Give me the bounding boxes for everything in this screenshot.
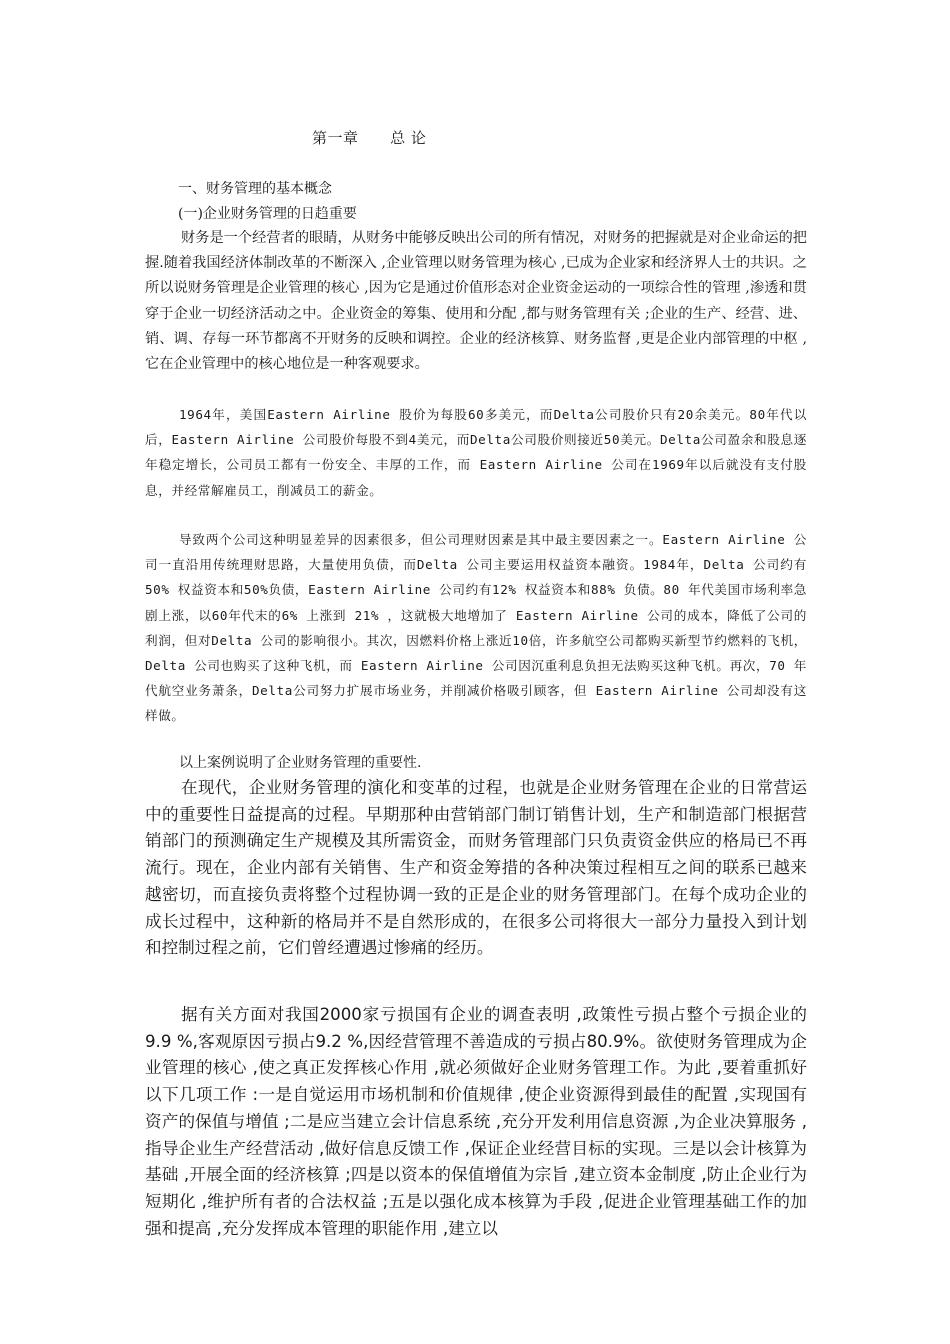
- section-heading: 一、财务管理的基本概念: [178, 181, 332, 197]
- paragraph-finance-role: 财务是一个经营者的眼睛，从财务中能够反映出公司的所有情况，对财务的把握就是对企业命运的把握.随着我国经济体制改革的不断深入 ,企业管理以财务管理为核心 ,已成为企业家和经济界人士的共识。之所以说财务管理是企业管理的核心 ,因为它是通过价值形态对企业资金运动的一项综合性的管理 ,渗透和贯穿于企业一切经济活动之中。企业资金的筹集、使用和分配 ,都与财务管理有关 ;企业的生产、经营、进、销、调、存每一环节都离不开财务的反映和调控。企业的经济核算、财务监督 ,更是企业内部管理的中枢 ,它在企业管理中的核心地位是一种客观要求。: [145, 230, 807, 373]
- subsection-heading: (一)企业财务管理的日趋重要: [178, 206, 357, 222]
- chapter-title: 第一章 总 论: [312, 129, 427, 147]
- paragraph-loss-survey: 据有关方面对我国2000家亏损国有企业的调查表明 ,政策性亏损占整个亏损企业的9.9 %,客观原因亏损占9.2 %,因经营管理不善造成的亏损占80.9%。欲使财务管理成为企业管理的核心 ,使之真正发挥核心作用 ,就必须做好企业财务管理工作。为此 ,要着重抓好以下几项工作 :一是自觉运用市场机制和价值规律 ,使企业资源得到最佳的配置 ,实现国有资产的保值与增值 ;二是应当建立会计信息系统 ,充分开发利用信息资源 ,为企业决算服务 ,指导企业生产经营活动 ,做好信息反馈工作 ,保证企业经营目标的实现。三是以会计核算为基础 ,开展全面的经济核算 ;四是以资本的保值增值为宗旨 ,建立资本金制度 ,防止企业行为短期化 ,维护所有者的合法权益 ;五是以强化成本核算为手段 ,促进企业管理基础工作的加强和提高 ,充分发挥成本管理的职能作用 ,建立以: [145, 1005, 807, 1238]
- paragraph-airline-difference-factors: 导致两个公司这种明显差异的因素很多，但公司理财因素是其中最主要因素之一。Eastern Airline 公司一直沿用传统理财思路，大量使用负债，而Delta 公司主要运用权益资本融资。1984年，Delta 公司约有50% 权益资本和50%负债，Eastern Airline 公司约有12% 权益资本和88% 负债。80 年代美国市场利率急剧上涨，以60年代末的6% 上涨到 21% ，这就极大地增加了 Eastern Airline 公司的成本，降低了公司的利润，但对Delta 公司的影响很小。其次，因燃料价格上涨近10倍，许多航空公司都购买新型节约燃料的飞机，Delta 公司也购买了这种飞机，而 Eastern Airline 公司因沉重利息负担无法购买这种飞机。再次，70 年代航空业务萧条，Delta公司努力扩展市场业务，并削减价格吸引顾客，但 Eastern Airline 公司却没有这样做。: [145, 532, 807, 724]
- paragraph-modern-evolution: 在现代，企业财务管理的演化和变革的过程，也就是企业财务管理在企业的日常营运中的重要性日益提高的过程。早期那种由营销部门制订销售计划，生产和制造部门根据营销部门的预测确定生产规模及其所需资金，而财务管理部门只负责资金供应的格局已不再流行。现在，企业内部有关销售、生产和资金筹措的各种决策过程相互之间的联系已越来越密切，而直接负责将整个过程协调一致的正是企业的财务管理部门。在每个成功企业的成长过程中，这种新的格局并不是自然形成的，在很多公司将很大一部分力量投入到计划和控制过程之前，它们曾经遭遇过惨痛的经历。: [145, 778, 807, 958]
- paragraph-case-conclusion: 以上案例说明了企业财务管理的重要性.: [179, 755, 422, 771]
- paragraph-airline-stock-case: 1964年，美国Eastern Airline 股价为每股60多美元，而Delta公司股价只有20余美元。80年代以后，Eastern Airline 公司股价每股不到4美元，而Delta公司股价则接近50美元。Delta公司盈余和股息逐年稳定增长，公司员工都有一份安全、丰厚的工作，而 Eastern Airline 公司在1969年以后就没有支付股息，并经常解雇员工，削减员工的薪金。: [145, 407, 807, 498]
